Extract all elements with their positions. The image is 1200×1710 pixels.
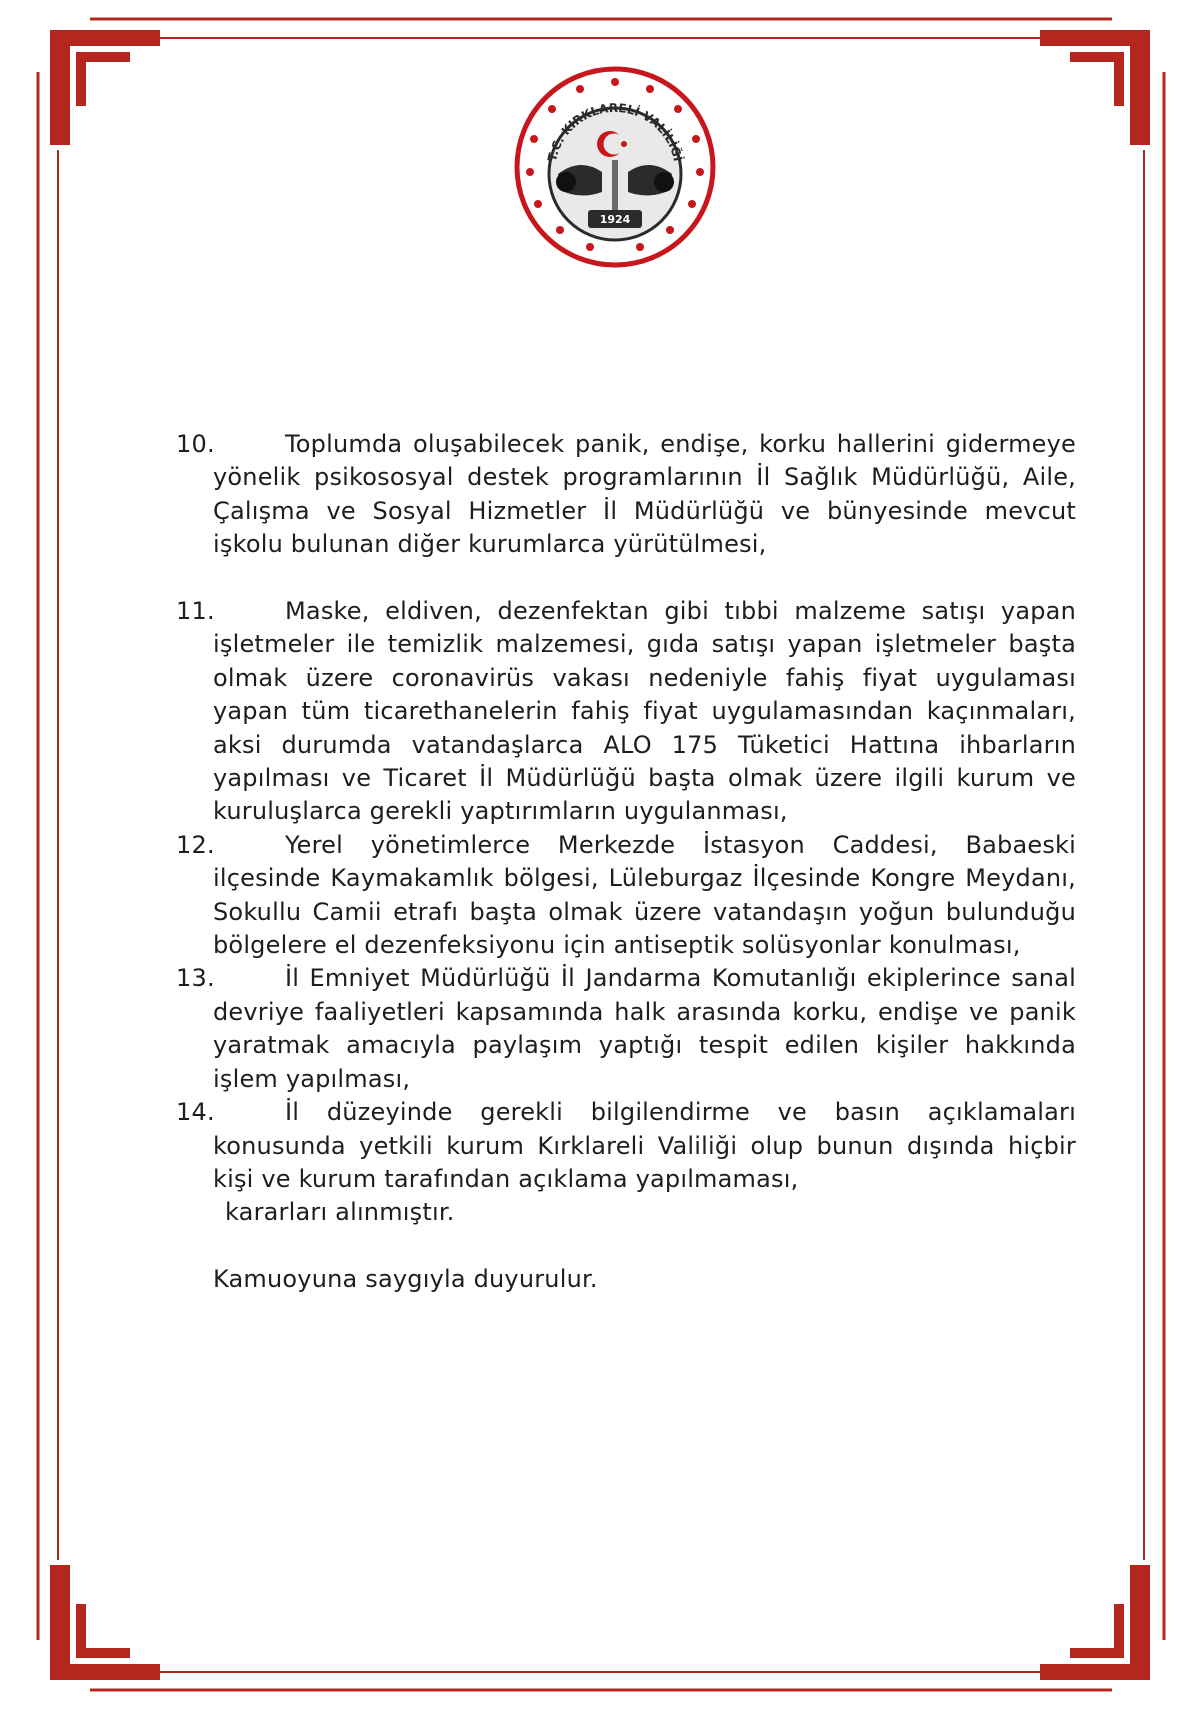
spacer <box>176 562 1076 595</box>
announcement-body <box>176 428 1076 1297</box>
conclusion-text: kararları alınmıştır. <box>225 1198 455 1227</box>
item-text: İl düzeyinde gerekli bilgilendirme ve basın açıklamaları konusunda yetkili kurum Kırklareli Valiliği olup bunun dışında hiçbir kişi ve kurum tarafından açıklama yapılmaması, <box>213 1098 1076 1193</box>
list-item <box>176 1096 1076 1196</box>
list-item <box>176 595 1076 829</box>
item-number: 10. <box>176 430 215 458</box>
spacer <box>176 1230 1076 1263</box>
list-item <box>176 829 1076 963</box>
seal-year: 1924 <box>599 213 631 226</box>
list-item <box>176 428 1076 562</box>
list-item <box>176 962 1076 1096</box>
seal-top-text: T.C. KIRKLARELİ VALİLİĞİ <box>545 100 685 163</box>
item-number: 11. <box>176 597 215 626</box>
closing-text: Kamuoyuna saygıyla duyurulur. <box>213 1265 598 1294</box>
item-text: Yerel yönetimlerce Merkezde İstasyon Caddesi, Babaeski ilçesinde Kaymakamlık bölgesi, Lüleburgaz İlçesinde Kongre Meydanı, Sokullu Camii etrafı başta olmak üzere vatandaşın yoğun bulunduğu bölgelere el dezenfeksiyonu için antiseptik solüsyonlar konulması, <box>213 830 1076 960</box>
item-number: 13. <box>176 964 215 993</box>
item-text: Toplumda oluşabilecek panik, endişe, korku hallerini gidermeye yönelik psikososyal destek programlarının İl Sağlık Müdürlüğü, Aile, Çalışma ve Sosyal Hizmetler İl Müdürlüğü ve bünyesinde mevcut işkolu bulunan diğer kurumlarca yürütülmesi, <box>213 430 1076 559</box>
governorship-seal-logo <box>510 62 720 272</box>
item-text: Maske, eldiven, dezenfektan gibi tıbbi malzeme satışı yapan işletmeler ile temizlik malzemesi, gıda satışı yapan işletmeler başta olmak üzere coronavirüs vakası nedeniyle fahiş fiyat uygulaması yapan tüm ticarethanelerin fahiş fiyat uygulamasından kaçınmaları, aksi durumda vatandaşlarca ALO 175 Tüketici Hattına ihbarların yapılması ve Ticaret İl Müdürlüğü başta olmak üzere ilgili kurum ve kuruluşlarca gerekli yaptırımların uygulanması, <box>213 597 1076 826</box>
item-text: İl Emniyet Müdürlüğü İl Jandarma Komutanlığı ekiplerince sanal devriye faaliyetleri kapsamında halk arasında korku, endişe ve panik yaratmak amacıyla paylaşım yaptığı tespit edilen kişiler hakkında işlem yapılması, <box>213 964 1076 1093</box>
item-number: 14. <box>176 1098 215 1127</box>
item-number: 12. <box>176 830 215 859</box>
